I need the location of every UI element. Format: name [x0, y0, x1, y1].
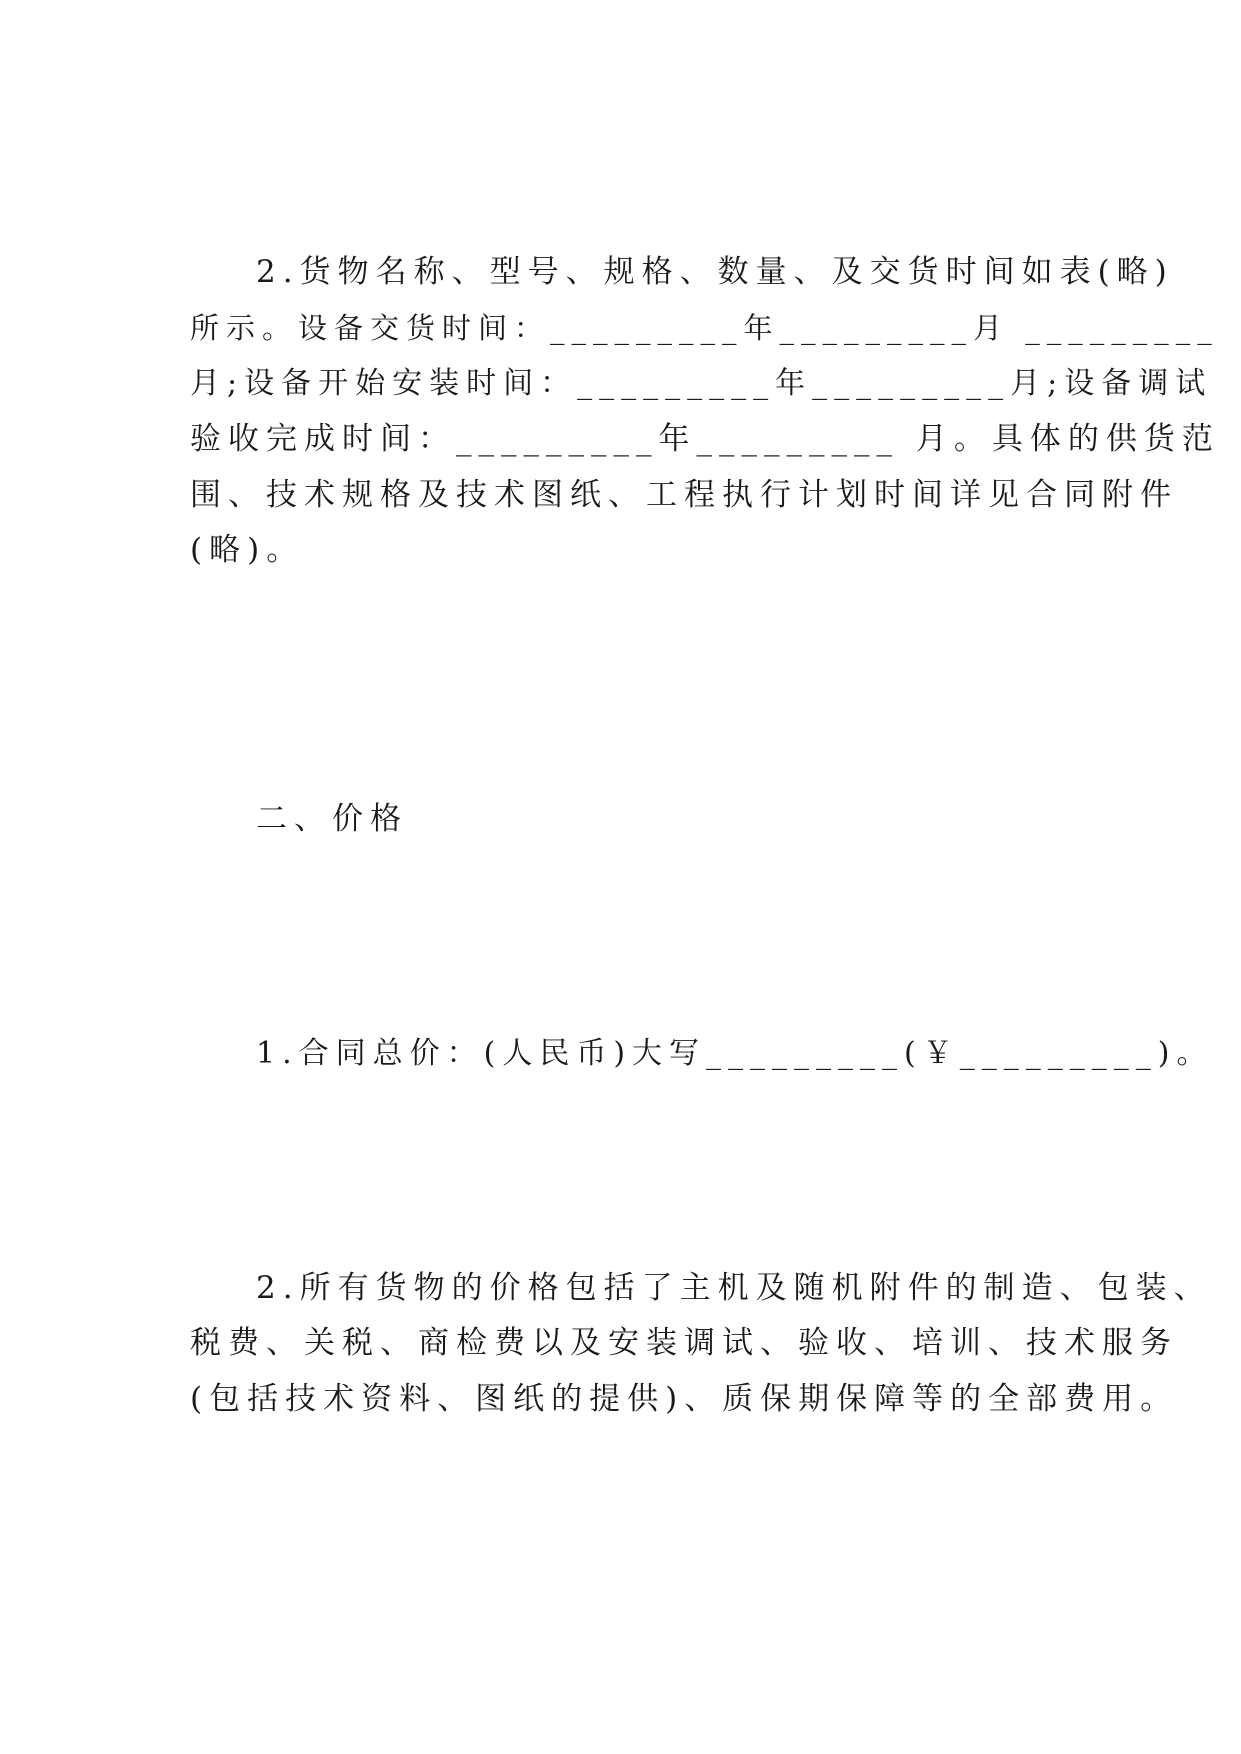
section-heading-price: 二、价格: [256, 801, 408, 837]
paragraph-price-scope-line-1: 2.所有货物的价格包括了主机及随机附件的制造、包装、: [256, 1270, 1212, 1306]
paragraph-delivery-line-3: 月;设备开始安装时间：_________年_________月;设备调试: [190, 366, 1213, 401]
paragraph-total-price: 1.合同总价：(人民币)大写_________(￥_________)。: [256, 1036, 1214, 1071]
paragraph-delivery-line-4: 验收完成时间：_________年_________ 月。具体的供货范: [190, 421, 1220, 457]
paragraph-delivery-line-6: (略)。: [190, 532, 305, 568]
paragraph-price-scope-line-2: 税费、关税、商检费以及安装调试、验收、培训、技术服务: [190, 1325, 1178, 1361]
paragraph-price-scope-line-3: (包括技术资料、图纸的提供)、质保期保障等的全部费用。: [190, 1381, 1179, 1417]
paragraph-delivery-line-5: 围、技术规格及技术图纸、工程执行计划时间详见合同附件: [190, 477, 1178, 513]
paragraph-delivery-line-2: 所示。设备交货时间：_________年_________月 _________: [190, 311, 1219, 345]
paragraph-delivery-line-1: 2.货物名称、型号、规格、数量、及交货时间如表(略): [256, 254, 1174, 290]
